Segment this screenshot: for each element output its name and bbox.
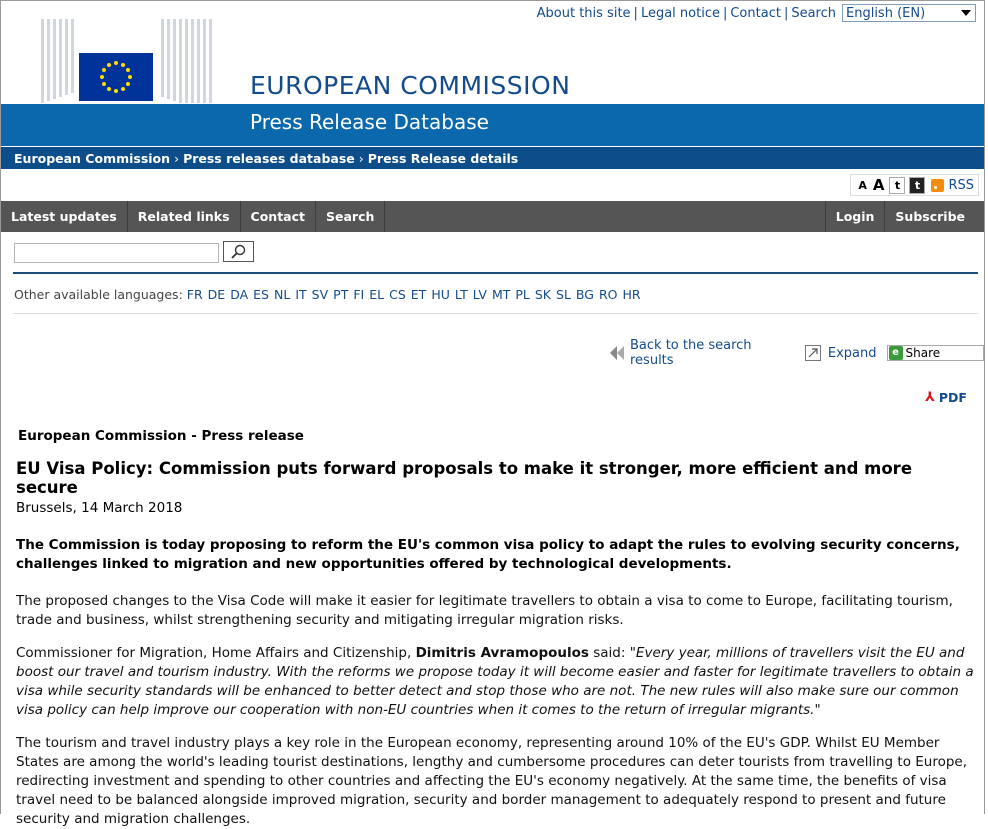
article-paragraph: The tourism and travel industry plays a key role in the European economy, representing around 10% of the EU's GDP. Whilst EU Member States are among the world's leading tourist destinations, lengthy and cumbersome procedures can deter tourists from travelling to Europe, redirecting investment and spending to other countries and affecting the EU's economy negatively. At the same time, the benefits of visa travel need to be balanced alongside improved migration, security and border management to adequately respond to present and future security and migration challenges. [16, 735, 968, 827]
article-dateline: Brussels, 14 March 2018 [16, 500, 183, 516]
nav-contact[interactable]: Contact [241, 201, 316, 232]
commissioner-quote: "Every year, millions of travellers visit the EU and boost our travel and tourism industry. With the reforms we propose today it will become easier and faster for legitimate travellers to obtain a visa while security standards will be enhanced to better detect and stop those who are not. The new rules will also make sure our common visa policy can help improve our cooperation with non-EU countries when it comes to the return of irregular migrants." [16, 645, 974, 718]
header-band [1, 104, 984, 146]
nav-search[interactable]: Search [316, 201, 385, 232]
language-link-it[interactable]: IT [295, 287, 307, 302]
divider [13, 313, 978, 314]
article-actions [609, 338, 984, 368]
magnifier-icon [230, 244, 248, 260]
language-link-hu[interactable]: HU [431, 287, 450, 302]
breadcrumb-item-current: Press Release details [367, 150, 519, 166]
rss-link[interactable]: RSS [948, 177, 974, 193]
pdf-label: PDF [938, 390, 967, 405]
language-link-lt[interactable]: LT [454, 287, 468, 302]
article-paragraph [16, 644, 976, 720]
language-link-lv[interactable]: LV [472, 287, 487, 302]
breadcrumb-item[interactable]: Press releases database [183, 150, 355, 166]
site-title: EUROPEAN COMMISSION [250, 71, 571, 100]
back-to-results-link[interactable]: Back to the search results [630, 338, 752, 368]
language-link-de[interactable]: DE [207, 287, 226, 302]
main-nav [1, 201, 984, 232]
paragraph-text: said: [593, 645, 626, 661]
language-link-el[interactable]: EL [369, 287, 385, 302]
language-link-pt[interactable]: PT [333, 287, 349, 302]
language-link-mt[interactable]: MT [491, 287, 511, 302]
page-tools [850, 174, 979, 196]
language-link-bg[interactable]: BG [575, 287, 594, 302]
language-link-es[interactable]: ES [253, 287, 269, 302]
language-select[interactable] [842, 4, 976, 22]
breadcrumb-item[interactable]: European Commission [14, 150, 171, 166]
language-select-value: English (EN) [846, 5, 926, 21]
language-link-nl[interactable]: NL [274, 287, 291, 302]
eu-flag-icon [79, 53, 153, 101]
font-size-large-button[interactable]: A [872, 176, 885, 194]
font-size-small-button[interactable]: A [858, 178, 867, 192]
share-icon: e [889, 346, 903, 360]
expand-link[interactable]: Expand [827, 345, 877, 361]
article-lead: The Commission is today proposing to reform the EU's common visa policy to adapt the rules to evolving security concerns, challenges linked to migration and new opportunities offered by technological developments. [16, 537, 960, 572]
chevron-down-icon [961, 10, 971, 16]
legal-notice-link[interactable]: Legal notice [640, 5, 720, 21]
divider [13, 272, 978, 274]
language-link-cs[interactable]: CS [389, 287, 406, 302]
contrast-high-button[interactable]: t [909, 177, 925, 194]
language-link-sv[interactable]: SV [311, 287, 329, 302]
separator: | [783, 5, 789, 21]
language-codes [187, 287, 646, 302]
nav-related-links[interactable]: Related links [128, 201, 241, 232]
share-label: Share [905, 346, 941, 360]
share-button[interactable] [887, 345, 984, 361]
back-arrow-icon[interactable] [609, 344, 625, 362]
nav-login[interactable]: Login [825, 201, 885, 232]
separator: | [633, 5, 638, 21]
nav-subscribe[interactable]: Subscribe [884, 201, 984, 232]
utility-links [537, 4, 976, 22]
language-link-fr[interactable]: FR [186, 287, 203, 302]
chevron-right-icon: › [358, 150, 364, 166]
language-link-da[interactable]: DA [230, 287, 249, 302]
rss-icon[interactable] [931, 179, 944, 192]
breadcrumb [1, 147, 984, 169]
contrast-normal-button[interactable]: t [889, 177, 905, 194]
other-languages [14, 287, 646, 302]
language-link-et[interactable]: ET [410, 287, 427, 302]
database-title: Press Release Database [250, 110, 489, 134]
article-headline: EU Visa Policy: Commission puts forward proposals to make it stronger, more efficient and more secure [16, 459, 913, 497]
commissioner-name: Dimitris Avramopoulos [415, 645, 589, 661]
search-button[interactable] [223, 241, 254, 262]
pdf-icon: ⅄ [925, 390, 935, 405]
expand-icon[interactable] [805, 345, 821, 361]
search-link[interactable]: Search [791, 5, 836, 21]
language-link-ro[interactable]: RO [598, 287, 618, 302]
language-link-hr[interactable]: HR [622, 287, 641, 302]
about-link[interactable]: About this site [536, 5, 631, 21]
nav-latest-updates[interactable]: Latest updates [1, 201, 128, 232]
article-paragraph: The proposed changes to the Visa Code will make it easier for legitimate travellers to obtain a visa to come to Europe, facilitating tourism, trade and business, whilst strengthening security and mitigating irregular migration risks. [16, 593, 953, 628]
languages-label: Other available languages: [14, 287, 183, 302]
language-link-sk[interactable]: SK [534, 287, 552, 302]
separator: | [722, 5, 728, 21]
search-input[interactable] [14, 243, 219, 263]
contact-link[interactable]: Contact [730, 5, 781, 21]
language-link-fi[interactable]: FI [353, 287, 365, 302]
chevron-right-icon: › [174, 150, 180, 166]
language-link-sl[interactable]: SL [556, 287, 571, 302]
language-link-pl[interactable]: PL [515, 287, 530, 302]
pdf-link[interactable] [925, 390, 967, 405]
press-release-kicker: European Commission - Press release [18, 428, 304, 444]
paragraph-text: Commissioner for Migration, Home Affairs and Citizenship, [16, 645, 412, 661]
